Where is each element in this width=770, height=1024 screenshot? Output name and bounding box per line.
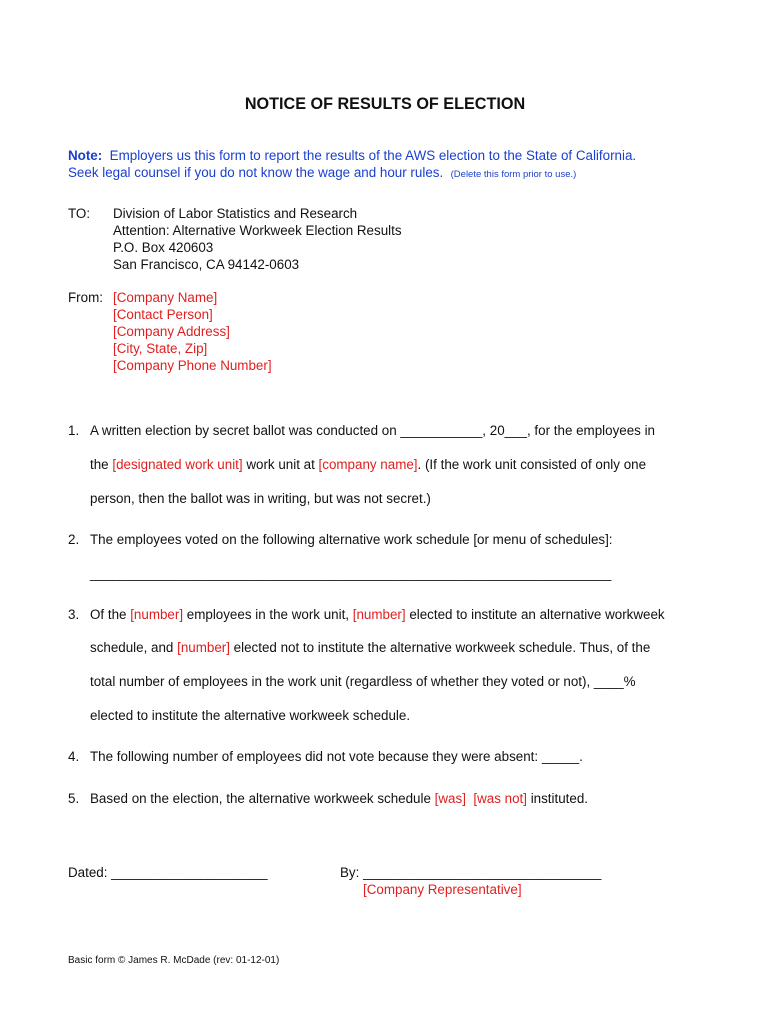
- to-line: Attention: Alternative Workweek Election Results: [113, 223, 402, 238]
- company-representative-placeholder: [Company Representative]: [363, 882, 522, 897]
- note-line-1: [68, 147, 636, 164]
- item-3-number: 3.: [68, 607, 80, 622]
- item-1-number: 1.: [68, 423, 80, 438]
- placeholder-number: [number]: [352, 607, 406, 622]
- from-placeholder: [Company Name]: [113, 290, 218, 305]
- dated-field: Dated: _____________________: [68, 865, 268, 880]
- to-line: P.O. Box 420603: [113, 240, 214, 255]
- item-1-line-3: person, then the ballot was in writing, but was not secret.): [90, 491, 431, 506]
- from-placeholder: [City, State, Zip]: [113, 341, 208, 356]
- note-text-1: Employers us this form to report the results of the AWS election to the State of California.: [109, 148, 637, 163]
- to-line: Division of Labor Statistics and Research: [113, 206, 358, 221]
- placeholder-number: [number]: [177, 640, 230, 655]
- item-1-line-2: the [designated work unit] work unit at [company name]. (If the work unit consisted of only one: [90, 457, 647, 472]
- by-field: By: ________________________________: [340, 865, 602, 880]
- item-2-number: 2.: [68, 532, 80, 547]
- to-line: San Francisco, CA 94142-0603: [113, 257, 300, 272]
- placeholder-number: [number]: [130, 607, 184, 622]
- note-text-2: Seek legal counsel if you do not know the wage and hour rules.: [68, 165, 444, 180]
- item-4-line-1: The following number of employees did not vote because they were absent: _____.: [90, 749, 583, 764]
- to-address: [113, 205, 402, 273]
- item-3-line-1: Of the [number] employees in the work unit, [number] elected to institute an alternative workweek: [90, 607, 665, 622]
- note-line-2: [68, 164, 636, 183]
- item-5-line-1: Based on the election, the alternative workweek schedule [was] [was not] instituted.: [90, 791, 589, 806]
- item-1-line-1: A written election by secret ballot was conducted on ___________, 20___, for the employees in: [90, 423, 656, 438]
- from-address: [113, 289, 272, 374]
- item-3-line-4: elected to institute the alternative workweek schedule.: [90, 708, 411, 723]
- item-2-line-1: The employees voted on the following alternative work schedule [or menu of schedules]:: [90, 532, 613, 547]
- from-placeholder: [Company Address]: [113, 324, 230, 339]
- placeholder-company-name: [company name]: [318, 457, 418, 472]
- item-2-blank-line: ______________________________________________________________________: [90, 566, 612, 581]
- note-delete-hint: (Delete this form prior to use.): [450, 169, 577, 180]
- from-placeholder: [Contact Person]: [113, 307, 213, 322]
- from-label: From:: [68, 290, 103, 305]
- item-3-line-3: total number of employees in the work unit (regardless of whether they voted or not), ____%: [90, 674, 636, 689]
- placeholder-was-not: [was not]: [473, 791, 527, 806]
- item-3-line-2: schedule, and [number] elected not to institute the alternative workweek schedule. Thus, of the: [90, 640, 651, 655]
- item-4-number: 4.: [68, 749, 80, 764]
- to-label: TO:: [68, 206, 91, 221]
- from-placeholder: [Company Phone Number]: [113, 358, 272, 373]
- footer-credit: Basic form © James R. McDade (rev: 01-12-01): [68, 955, 280, 966]
- page-title: NOTICE OF RESULTS OF ELECTION: [244, 95, 526, 113]
- placeholder-was: [was]: [434, 791, 466, 806]
- note-block: [68, 147, 636, 183]
- note-label: Note:: [68, 148, 103, 163]
- item-5-number: 5.: [68, 791, 80, 806]
- placeholder-designated-work-unit: [designated work unit]: [112, 457, 243, 472]
